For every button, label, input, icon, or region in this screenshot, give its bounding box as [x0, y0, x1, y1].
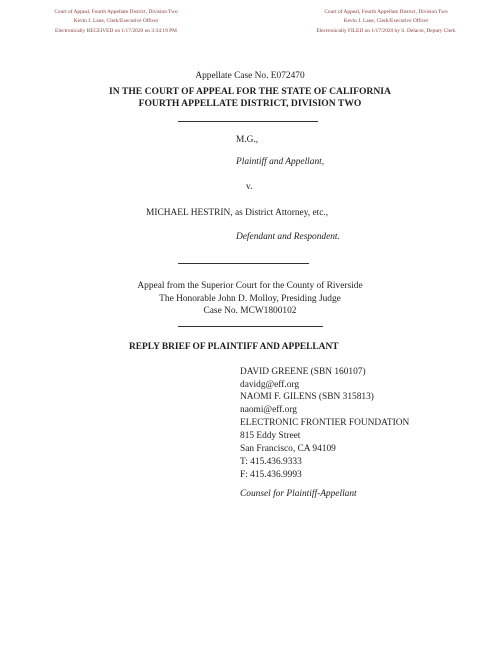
stamp-line: Court of Appeal, Fourth Appellate District, Division Two: [324, 9, 448, 15]
filing-stamp-received: [26, 8, 206, 36]
appeal-origin: Appeal from the Superior Court for the County of Riverside: [137, 281, 363, 291]
stamp-line: Court of Appeal, Fourth Appellate District, Division Two: [54, 9, 178, 15]
versus: v.: [246, 182, 253, 192]
counsel-line: San Francisco, CA 94109: [240, 444, 336, 454]
counsel-line: davidg@eff.org: [240, 380, 300, 390]
plaintiff-role: Plaintiff and Appellant,: [236, 157, 325, 167]
trial-case-number: Case No. MCW1800102: [203, 306, 297, 316]
counsel-line: F: 415.436.9993: [240, 470, 302, 480]
counsel-line: ELECTRONIC FRONTIER FOUNDATION: [240, 418, 410, 428]
presiding-judge: The Honorable John D. Molloy, Presiding Judge: [159, 294, 341, 304]
plaintiff-name: M.G.,: [236, 135, 259, 145]
court-name: IN THE COURT OF APPEAL FOR THE STATE OF CALIFORNIA: [109, 86, 391, 97]
stamp-line: Kevin J. Lane, Clerk/Executive Officer: [73, 18, 159, 25]
counsel-line: 815 Eddy Street: [240, 431, 301, 441]
counsel-line: DAVID GREENE (SBN 160107): [240, 367, 366, 377]
case-number: Appellate Case No. E072470: [195, 71, 305, 81]
stamp-line: Electronically FILED on 1/17/2020 by S. Delacm, Deputy Clerk: [316, 27, 456, 34]
filing-stamp-filed: [296, 8, 476, 36]
divider: [178, 326, 323, 327]
court-division: FOURTH APPELLATE DISTRICT, DIVISION TWO: [138, 98, 362, 109]
stamp-line: Kevin J. Lane, Clerk/Executive Officer: [343, 18, 429, 25]
divider: [178, 263, 309, 264]
stamp-line: Electronically RECEIVED on 1/17/2020 on 3:34:19 PM: [55, 27, 177, 34]
counsel-line: naomi@eff.org: [240, 405, 297, 415]
defendant-name: MICHAEL HESTRIN, as District Attorney, etc.,: [146, 208, 329, 218]
defendant-role: Defendant and Respondent.: [236, 232, 340, 242]
counsel-line: T: 415.436.9333: [240, 457, 302, 467]
brief-title: REPLY BRIEF OF PLAINTIFF AND APPELLANT: [129, 342, 339, 352]
divider: [178, 121, 318, 122]
counsel-signature: Counsel for Plaintiff-Appellant: [240, 489, 357, 499]
counsel-line: NAOMI F. GILENS (SBN 315813): [240, 392, 374, 402]
